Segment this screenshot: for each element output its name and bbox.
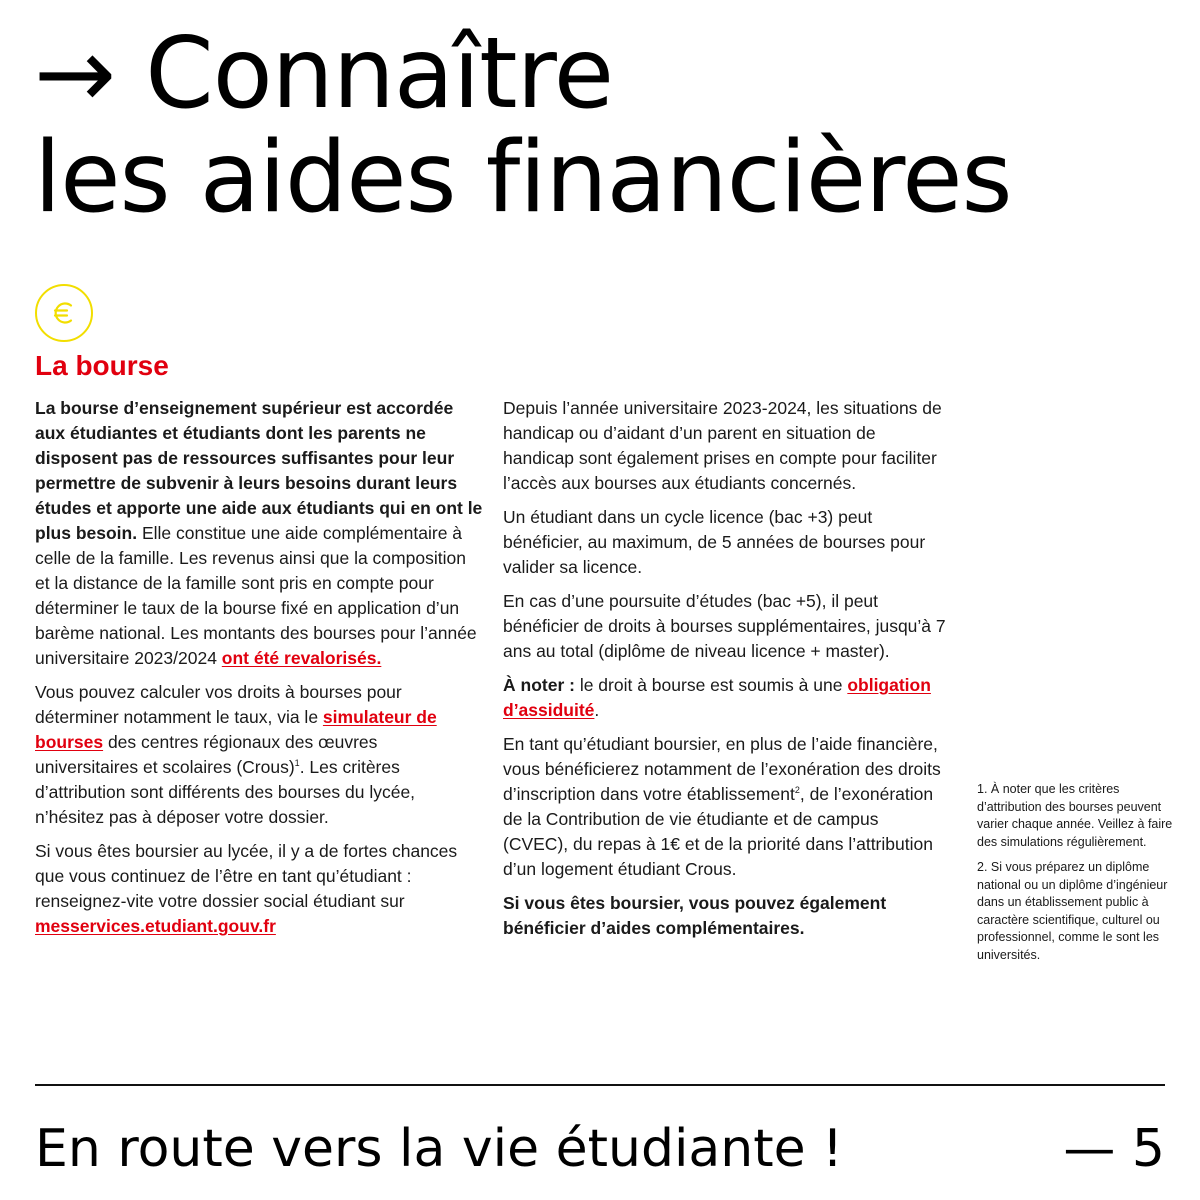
footnotes xyxy=(977,781,1177,972)
page-number: — 5 xyxy=(1063,1119,1165,1179)
footer-divider xyxy=(35,1084,1165,1086)
aides-complementaires-bold: Si vous êtes boursier, vous pouvez également bénéficier d’aides complémentaires. xyxy=(503,893,887,938)
paragraph-handicap: Depuis l’année universitaire 2023-2024, les situations de handicap ou d’aidant d’un parent en situation de handicap sont également prises en compte pour faciliter l’accès aux bourses aux étudiants concernés. xyxy=(503,398,942,493)
paragraph-licence: Un étudiant dans un cycle licence (bac +3) peut bénéficier, au maximum, de 5 années de bourses pour valider sa licence. xyxy=(503,507,926,577)
euro-icon xyxy=(35,284,93,342)
footnote-2: 2. Si vous préparez un diplôme national ou un diplôme d’ingénieur dans un établissement public à caractère scientifique, culturel ou professionnel, comme le sont les universités. xyxy=(977,860,1168,962)
left-column xyxy=(35,396,485,948)
avantages-text-a: En tant qu’étudiant boursier, en plus de l’aide financière, vous bénéficierez notamment de l’exonération des droits d’inscription dans votre établissement xyxy=(503,734,941,804)
paragraph-avantages xyxy=(503,732,948,882)
simulateur-text-a: Vous pouvez calculer vos droits à bourses pour déterminer notamment le taux, via le xyxy=(35,682,402,727)
intro-bold-text: La bourse d’enseignement supérieur est accordée aux étudiantes et étudiants dont les parents ne disposent pas de ressources suffisantes pour leur permettre de subvenir à leurs besoins durant leurs études et apporte une aide aux étudiants qui en ont le plus besoin. xyxy=(35,398,483,543)
assiduite-link[interactable]: obligation d’assiduité xyxy=(503,675,931,720)
page-title xyxy=(34,17,1012,235)
footer-title: En route vers la vie étudiante ! xyxy=(35,1119,843,1179)
a-noter-text: le droit à bourse est soumis à une xyxy=(574,675,848,695)
a-noter-end: . xyxy=(594,700,600,720)
revalorises-link[interactable]: ont été revalorisés. xyxy=(221,648,382,668)
simulateur-link[interactable]: simulateur de bourses xyxy=(35,707,437,752)
title-line-1: → Connaître xyxy=(34,17,614,131)
right-column xyxy=(503,396,948,950)
avantages-text-b: , de l’exonération de la Contribution de vie étudiante et de campus (CVEC), du repas à 1€ et de la priorité dans l’attribution d’un logement étudiant Crous. xyxy=(503,784,934,879)
section-title: La bourse xyxy=(35,350,169,381)
lycee-text: Si vous êtes boursier au lycée, il y a de fortes chances que vous continuez de l’être en tant qu’étudiant : renseignez-vite votre dossier social étudiant sur xyxy=(35,841,458,911)
intro-text: Elle constitue une aide complémentaire à celle de la famille. Les revenus ainsi que la composition et la distance de la famille sont pris en compte pour déterminer le taux de la bourse fixé en application d’un barème national. Les montants des bourses pour l’année universitaire 2023/2024 xyxy=(35,523,477,668)
paragraph-aides-complementaires xyxy=(503,891,948,941)
paragraph-lycee xyxy=(35,839,485,939)
footnote-ref-2: 2 xyxy=(794,785,800,795)
simulateur-text-c: . Les critères d’attribution sont différents des bourses du lycée, n’hésitez pas à déposer votre dossier. xyxy=(35,757,416,827)
paragraph-a-noter xyxy=(503,673,948,723)
footnote-1: 1. À noter que les critères d’attribution des bourses peuvent varier chaque année. Veillez à faire des simulations régulièrement. xyxy=(977,782,1173,849)
title-line-2: les aides financières xyxy=(34,121,1012,235)
paragraph-master: En cas d’une poursuite d’études (bac +5), il peut bénéficier de droits à bourses supplémentaires, jusqu’à 7 ans au total (diplôme de niveau licence + master). xyxy=(503,591,946,661)
paragraph-simulateur xyxy=(35,680,485,830)
simulateur-text-b: des centres régionaux des œuvres universitaires et scolaires (Crous) xyxy=(35,732,378,777)
messervices-link[interactable]: messervices.etudiant.gouv.fr xyxy=(35,916,276,936)
footnote-ref-1: 1 xyxy=(294,758,300,768)
euro-icon-glyph xyxy=(47,296,81,330)
paragraph-intro xyxy=(35,396,485,671)
a-noter-label: À noter : xyxy=(503,675,575,695)
